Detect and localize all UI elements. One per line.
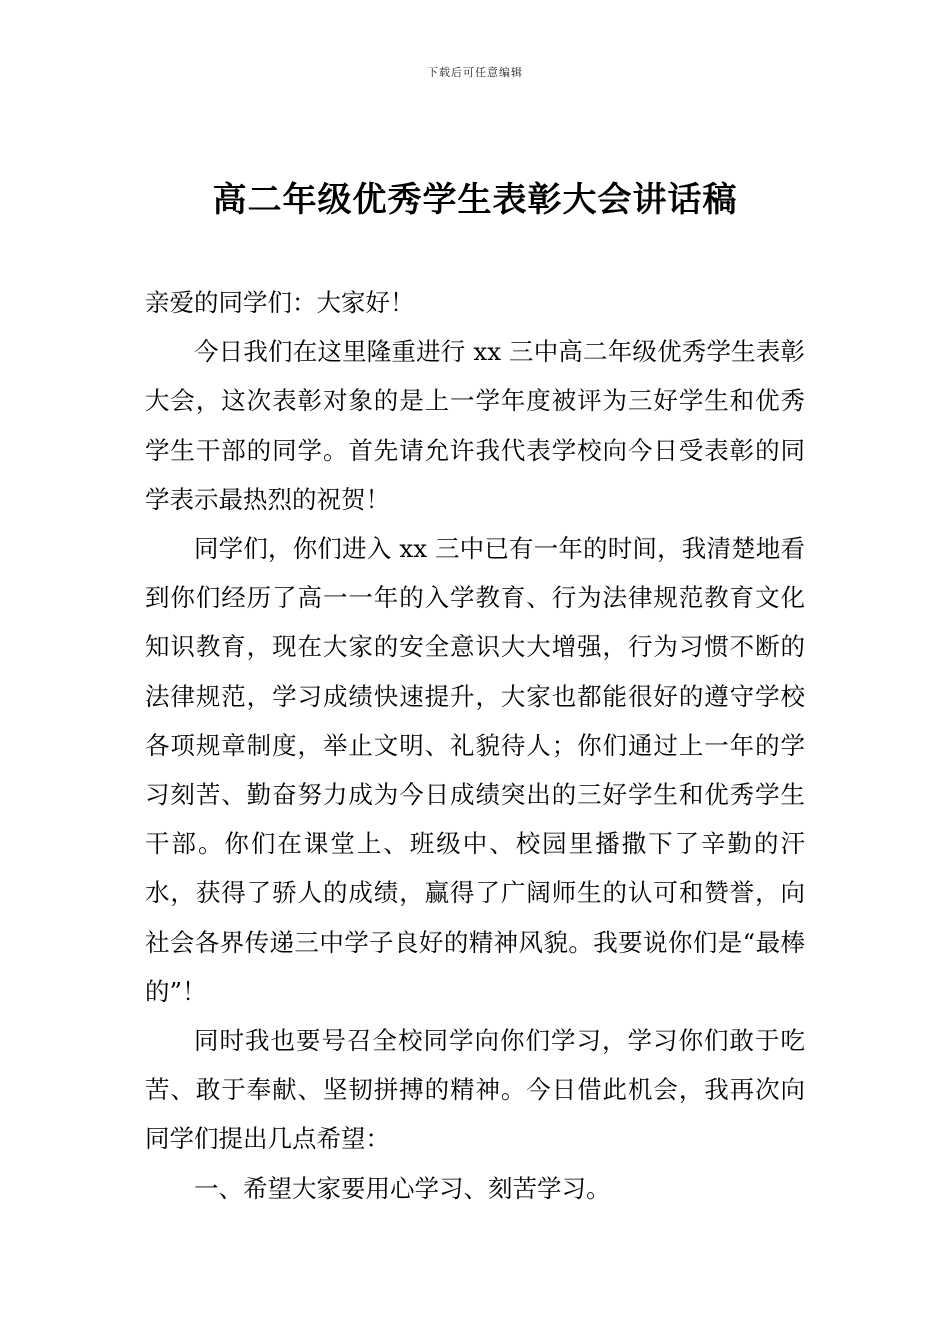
salutation: 亲爱的同学们：大家好！ <box>145 288 415 317</box>
document-body <box>145 278 805 1213</box>
document-title: 高二年级优秀学生表彰大会讲话稿 <box>212 180 738 220</box>
paragraph-4: 一、希望大家要用心学习、刻苦学习。 <box>194 1173 611 1203</box>
paragraph-1: 今日我们在这里隆重进行 xx 三中高二年级优秀学生表彰大会，这次表彰对象的是上一学年度被评为三好学生和优秀学生干部的同学。首先请允许我代表学校向今日受表彰的同学表示最热烈的祝贺！ <box>145 337 805 514</box>
paragraph-3: 同时我也要号召全校同学向你们学习，学习你们敢于吃苦、敢于奉献、坚韧拼搏的精神。今日借此机会，我再次向同学们提出几点希望： <box>145 1026 805 1154</box>
header-note: 下载后可任意编辑 <box>427 66 523 79</box>
paragraph-2: 同学们，你们进入 xx 三中已有一年的时间，我清楚地看到你们经历了高一一年的入学教育、行为法律规范教育文化知识教育，现在大家的安全意识大大增强，行为习惯不断的法律规范，学习成绩快速提升，大家也都能很好的遵守学校各项规章制度，举止文明、礼貌待人；你们通过上一年的学习刻苦、勤奋努力成为今日成绩突出的三好学生和优秀学生干部。你们在课堂上、班级中、校园里播撒下了辛勤的汗水，获得了骄人的成绩，赢得了广阔师生的认可和赞誉，向社会各界传递三中学子良好的精神风貌。我要说你们是“最棒的”！ <box>145 534 805 1006</box>
